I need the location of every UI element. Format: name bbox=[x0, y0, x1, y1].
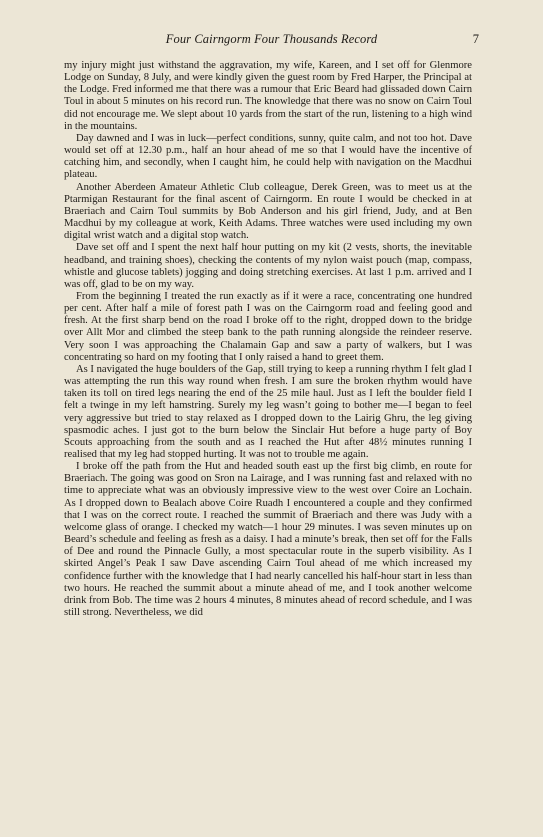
paragraph: As I navigated the huge boulders of the Gap, still trying to keep a running rhythm I felt glad I was attempting the run this way round when fresh. I am sure the broken rhythm would have taken its toll on tired legs nearing the end of the 25 mile haul. Just as I left the boulder field I felt a twinge in my left hamstring. Surely my leg wasn’t going to bother me—I began to feel very aggressive but tried to stay relaxed as I dropped down to the Lairig Ghru, the leg giving spasmodic aches. I just got to the burn below the Sinclair Hut before a huge party of Boy Scouts approaching from the south and as I reached the Hut after 48½ minutes running I realised that my leg had stopped hurting. It was not to trouble me again. bbox=[64, 363, 472, 460]
page-header bbox=[64, 32, 479, 48]
body-text bbox=[64, 60, 472, 619]
paragraph: I broke off the path from the Hut and headed south east up the first big climb, en route for Braeriach. The going was good on Sron na Lairage, and I was running fast and relaxed with no time to appreciate what was an obviously impressive view to the west over Coire an Lochain. As I dropped down to Bealach above Coire Ruadh I encountered a couple and they confirmed that I was on the correct route. I reached the summit of Braeriach and there was Judy with a welcome glass of orange. I checked my watch—1 hour 29 minutes. I was seven minutes up on Beard’s schedule and feeling as fresh as a daisy. I had a minute’s break, then set off for the Falls of Dee and round the Pinnacle Gully, a most spectacular route in the superb visibility. As I skirted Angel’s Peak I saw Dave ascending Cairn Toul ahead of me which increased my confidence further with the knowledge that I had nearly cancelled his half-hour start in less than two hours. He reached the summit about a minute ahead of me, and I took another welcome drink from Bob. The time was 2 hours 4 minutes, 8 minutes ahead of record schedule, and I was still strong. Nevertheless, we did bbox=[64, 461, 472, 619]
paragraph: Another Aberdeen Amateur Athletic Club colleague, Derek Green, was to meet us at the Ptarmigan Restaurant for the final ascent of Cairngorm. En route I would be checked in at Braeriach and Cairn Toul summits by Bob Anderson and his girl friend, Judy, and at Ben Macdhui by my colleague at work, Keith Adams. Three watches were used including my own digital wrist watch and a digital stop watch. bbox=[64, 181, 472, 242]
paragraph: Dave set off and I spent the next half hour putting on my kit (2 vests, shorts, the inevitable headband, and training shoes), checking the contents of my nylon waist pouch (map, compass, whistle and glucose tablets) jogging and doing stretching exercises. At last 1 p.m. arrived and I was off, glad to be on my way. bbox=[64, 242, 472, 290]
running-title: Four Cairngorm Four Thousands Record bbox=[165, 32, 378, 46]
paragraph: Day dawned and I was in luck—perfect conditions, sunny, quite calm, and not too hot. Dave would set off at 12.30 p.m., half an hour ahead of me so that I would have the incentive of catching him, and secondly, when I caught him, he could help with navigation on the Macdhui plateau. bbox=[64, 132, 472, 181]
paragraph: From the beginning I treated the run exactly as if it were a race, concentrating one hundred per cent. After half a mile of forest path I was on the Cairngorm road and feeling good and fresh. At the first sharp bend on the road I broke off to the right, dropped down to the bridge over Allt Mor and climbed the steep bank to the path running alongside the reindeer reserve. Very soon I was approaching the Chalamain Gap and saw a party of walkers, but I was concentrating so hard on my footing that I only raised a hand to greet them. bbox=[64, 290, 472, 363]
paragraph: my injury might just withstand the aggravation, my wife, Kareen, and I set off for Glenmore Lodge on Sunday, 8 July, and were kindly given the guest room by Fred Harper, the Principal at the Lodge. Fred informed me that there was a rumour that Eric Beard had glissaded down Cairn Toul in about 5 minutes on his record run. The knowledge that there was no snow on Cairn Toul did not encourage me. We slept about 10 yards from the start of the run, listening to a high wind in the mountains. bbox=[64, 60, 472, 132]
page-number: 7 bbox=[472, 32, 479, 46]
